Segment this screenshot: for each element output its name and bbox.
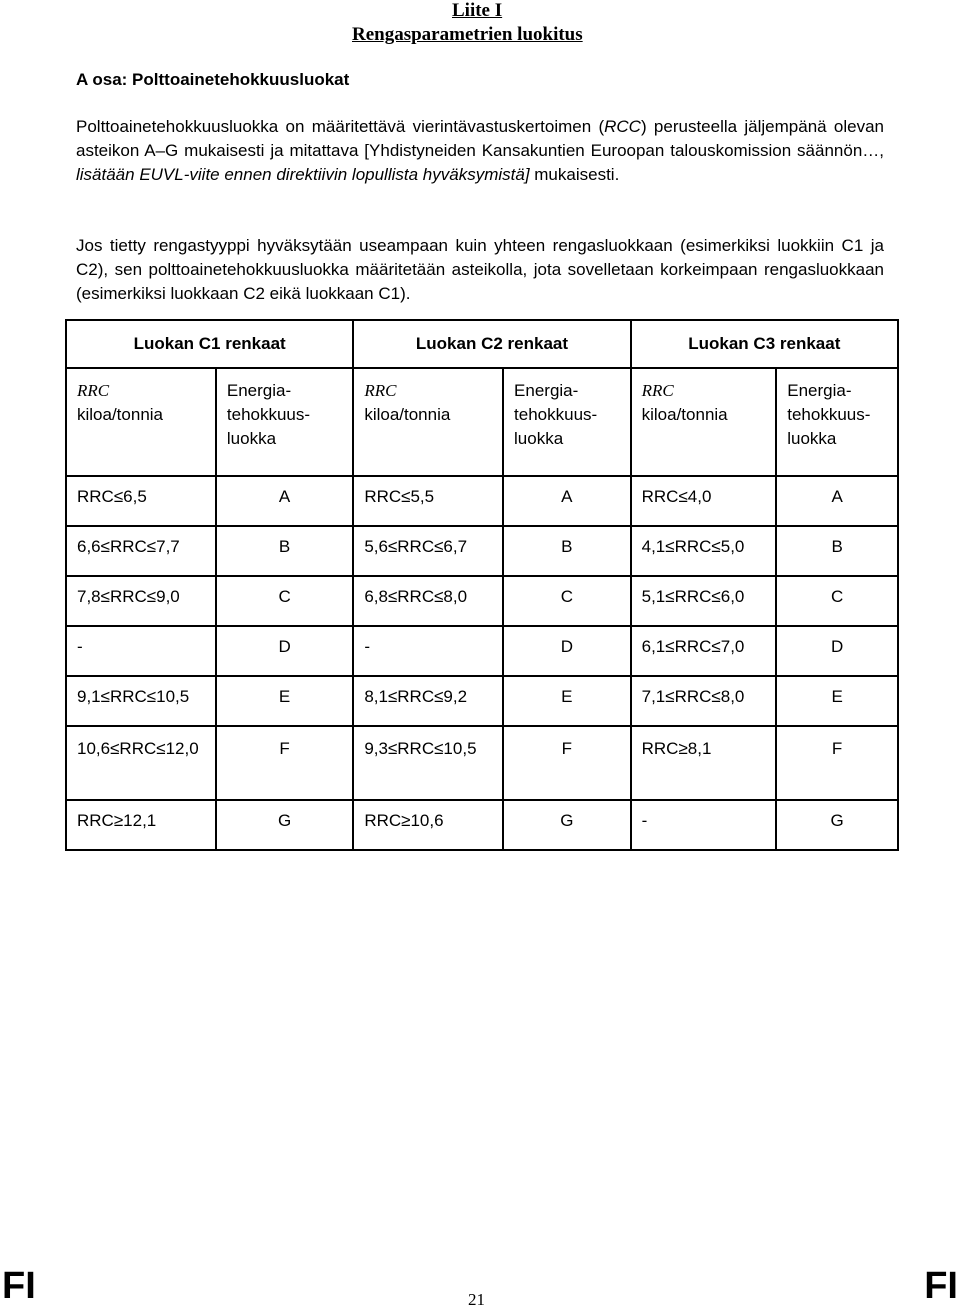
rrc-range-cell: 5,6≤RRC≤6,7 [353, 526, 503, 576]
rrc-unit: kiloa/tonnia [641, 405, 728, 424]
rrc-range-cell: RRC≤6,5 [66, 476, 216, 526]
class-label-2: tehokkuus- [514, 405, 598, 424]
energy-class-cell: E [503, 676, 631, 726]
rrc-range-cell: RRC≤4,0 [631, 476, 777, 526]
energy-class-cell: A [776, 476, 898, 526]
energy-class-cell: D [503, 626, 631, 676]
sub-header-row [66, 368, 898, 476]
table-row [66, 800, 898, 850]
rrc-classification-table [65, 319, 899, 851]
paragraph-1-text-c: mukaisesti. [529, 165, 620, 184]
rrc-range-cell: RRC≥12,1 [66, 800, 216, 850]
energy-class-cell: F [503, 726, 631, 800]
rrc-range-cell: 6,8≤RRC≤8,0 [353, 576, 503, 626]
paragraph-1-text-a: Polttoainetehokkuusluokka on määritettävä vierintävastuskertoimen ( [76, 117, 605, 136]
energy-class-cell: B [503, 526, 631, 576]
class-label-3: luokka [514, 429, 564, 448]
table-row [66, 626, 898, 676]
energy-class-cell: G [776, 800, 898, 850]
rrc-range-cell: 5,1≤RRC≤6,0 [631, 576, 777, 626]
table-row [66, 726, 898, 800]
class-label-3: luokka [226, 429, 277, 448]
rrc-unit: kiloa/tonnia [364, 405, 451, 424]
rrc-unit-header [66, 368, 216, 476]
paragraph-1 [76, 115, 884, 187]
rrc-unit-header [631, 368, 777, 476]
class-label-2: tehokkuus- [226, 405, 311, 424]
table-row [66, 526, 898, 576]
rrc-range-cell: 9,1≤RRC≤10,5 [66, 676, 216, 726]
rcc-term: RCC [604, 117, 641, 136]
paragraph-2: Jos tietty rengastyyppi hyväksytään useampaan kuin yhteen rengasluokkaan (esimerkiksi luokkiin C1 ja C2), sen polttoainetehokkuusluokka määritetään asteikolla, jota sovelletaan korkeimpaan rengasluokkaan (esimerkiksi luokkaan C2 eikä luokkaan C1). [76, 236, 884, 303]
class-label-3: luokka [787, 429, 837, 448]
energy-class-cell: F [216, 726, 353, 800]
energy-class-cell: G [216, 800, 353, 850]
rrc-range-cell: 4,1≤RRC≤5,0 [631, 526, 777, 576]
footer-lang-left: FI [2, 1265, 36, 1307]
group-header-row [66, 320, 898, 368]
annex-label: Liite I [452, 0, 503, 21]
table-row [66, 676, 898, 726]
energy-class-header [503, 368, 631, 476]
rrc-range-cell: 7,1≤RRC≤8,0 [631, 676, 777, 726]
paragraph-1-italic: lisätään EUVL-viite ennen direktiivin lopullista hyväksymistä] [76, 165, 530, 184]
energy-class-cell: G [503, 800, 631, 850]
energy-class-cell: B [216, 526, 353, 576]
energy-class-cell: C [216, 576, 353, 626]
section-title: A osa: Polttoainetehokkuusluokat [76, 70, 350, 89]
rrc-unit-header [353, 368, 503, 476]
annex-title: Rengasparametrien luokitus [352, 24, 583, 45]
class-label-1: Energia- [226, 381, 292, 400]
rrc-range-cell: 6,6≤RRC≤7,7 [66, 526, 216, 576]
energy-class-cell: F [776, 726, 898, 800]
rrc-label: RRC [641, 381, 674, 400]
rrc-range-cell: 8,1≤RRC≤9,2 [353, 676, 503, 726]
group-header-c2: Luokan C2 renkaat [353, 320, 630, 368]
rrc-range-cell: RRC≥10,6 [353, 800, 503, 850]
class-label-1: Energia- [787, 381, 852, 400]
energy-class-header [776, 368, 898, 476]
table-row [66, 576, 898, 626]
footer-lang-right: FI [924, 1265, 958, 1307]
rrc-label: RRC [364, 381, 397, 400]
energy-class-cell: E [776, 676, 898, 726]
rrc-range-cell: - [631, 800, 777, 850]
energy-class-cell: D [776, 626, 898, 676]
rrc-range-cell: - [66, 626, 216, 676]
class-label-2: tehokkuus- [787, 405, 871, 424]
page-number: 21 [468, 1290, 485, 1309]
rrc-range-cell: - [353, 626, 503, 676]
rrc-range-cell: 10,6≤RRC≤12,0 [66, 726, 216, 800]
energy-class-cell: D [216, 626, 353, 676]
energy-class-cell: A [216, 476, 353, 526]
energy-class-cell: E [216, 676, 353, 726]
rrc-range-cell: 7,8≤RRC≤9,0 [66, 576, 216, 626]
energy-class-cell: A [503, 476, 631, 526]
rrc-range-cell: 6,1≤RRC≤7,0 [631, 626, 777, 676]
class-label-1: Energia- [514, 381, 579, 400]
energy-class-cell: B [776, 526, 898, 576]
rrc-range-cell: 9,3≤RRC≤10,5 [353, 726, 503, 800]
energy-class-header [216, 368, 353, 476]
table-row [66, 476, 898, 526]
energy-class-cell: C [503, 576, 631, 626]
rrc-label: RRC [77, 381, 110, 400]
table-body [66, 476, 898, 850]
rrc-range-cell: RRC≤5,5 [353, 476, 503, 526]
group-header-c3: Luokan C3 renkaat [631, 320, 898, 368]
paragraph-1-text-b: ) perusteella jäljempänä olevan asteikon A–G mukaisesti ja mitattava [Yhdistyneiden Kansakuntien Euroopan talouskomission säännön…, [76, 117, 885, 160]
rrc-unit: kiloa/tonnia [77, 405, 164, 424]
rrc-range-cell: RRC≥8,1 [631, 726, 777, 800]
energy-class-cell: C [776, 576, 898, 626]
group-header-c1: Luokan C1 renkaat [66, 320, 353, 368]
